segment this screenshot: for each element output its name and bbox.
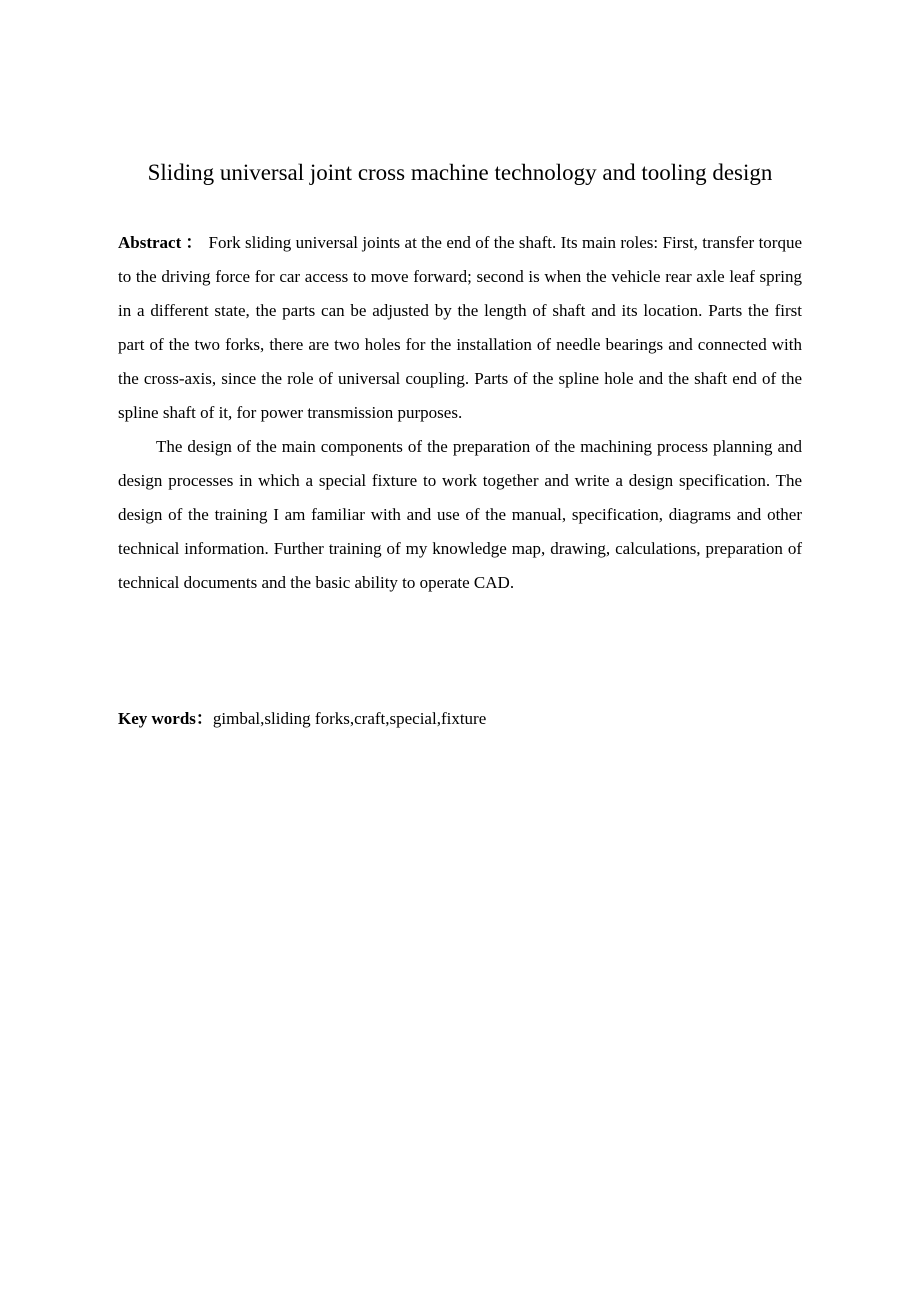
abstract-text-1: Fork sliding universal joints at the end of the shaft. Its main roles: First, transfer torque to the driving force for car access to move forward; second is when the vehicle rear axle leaf spring in a different state, the parts can be adjusted by the length of shaft and its location. Parts the first part of the two forks, there are two holes for the installation of needle bearings and connected with the cross-axis, since the role of universal coupling. Parts of the spline hole and the shaft end of the spline shaft of it, for power transmission purposes. [118,233,803,422]
keywords-value: gimbal,sliding forks,craft,special,fixture [212,709,487,728]
abstract-separator: ： [185,233,203,252]
abstract-section [118,226,802,600]
document-title: Sliding universal joint cross machine technology and tooling design [147,160,773,185]
abstract-label: Abstract [118,233,182,252]
keywords-line [118,702,802,736]
keywords-separator: ： [195,709,213,728]
abstract-paragraph-2: The design of the main components of the preparation of the machining process planning and design processes in which a special fixture to work together and write a design specification. The design of the training I am familiar with and use of the manual, specification, diagrams and other technical information. Further training of my knowledge map, drawing, calculations, preparation of technical documents and the basic ability to operate CAD. [118,437,802,592]
abstract-paragraph-1 [118,226,802,430]
keywords-label: Key words [118,709,196,728]
